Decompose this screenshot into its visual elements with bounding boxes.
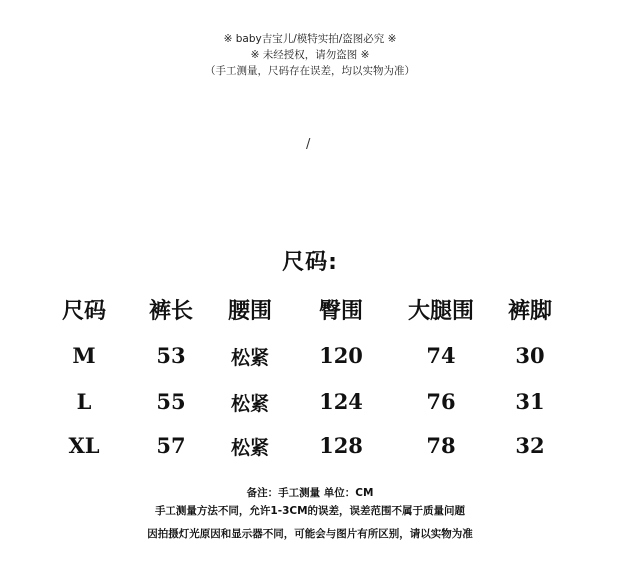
table-cell-length: 57 xyxy=(156,433,186,458)
header-thigh: 大腿围 xyxy=(407,299,475,324)
table-cell-thigh: 78 xyxy=(426,433,456,458)
table-cell-size: M xyxy=(72,343,96,368)
table-cell-waist: 松紧 xyxy=(230,393,270,415)
separator: / xyxy=(306,137,311,152)
measurement-notice: （手工测量，尺码存在误差，均以实物为准） xyxy=(205,65,415,77)
table-cell-hem: 32 xyxy=(515,433,545,458)
header-waist: 腰围 xyxy=(227,299,273,324)
table-cell-thigh: 76 xyxy=(426,389,456,414)
table-cell-waist: 松紧 xyxy=(230,347,270,369)
copyright-notice: ※ baby吉宝儿/模特实拍/盗图必究 ※ xyxy=(223,33,397,45)
table-cell-hip: 128 xyxy=(319,433,363,458)
table-cell-size: XL xyxy=(68,433,100,458)
header-hip: 臀围 xyxy=(318,299,364,324)
footnote-tolerance: 手工测量方法不同，允许1-3CM的误差，误差范围不属于质量问题 xyxy=(154,505,466,517)
table-cell-size: L xyxy=(76,389,92,414)
header-length: 裤长 xyxy=(148,299,194,324)
table-cell-thigh: 74 xyxy=(426,343,456,368)
table-cell-length: 55 xyxy=(156,389,186,414)
footnote-color-difference: 因拍摄灯光原因和显示器不同，可能会与图片有所区别，请以实物为准 xyxy=(147,528,473,540)
table-cell-length: 53 xyxy=(156,343,186,368)
header-hem: 裤脚 xyxy=(507,299,553,324)
footnote-unit: 备注：手工测量 单位：CM xyxy=(246,487,374,499)
header-size: 尺码 xyxy=(61,299,107,324)
table-cell-hip: 124 xyxy=(319,389,363,414)
table-cell-hip: 120 xyxy=(319,343,363,368)
table-cell-waist: 松紧 xyxy=(230,437,270,459)
size-chart-title: 尺码: xyxy=(282,250,338,275)
table-cell-hem: 31 xyxy=(515,389,545,414)
table-cell-hem: 30 xyxy=(515,343,545,368)
authorization-notice: ※ 未经授权，请勿盗图 ※ xyxy=(250,49,370,61)
